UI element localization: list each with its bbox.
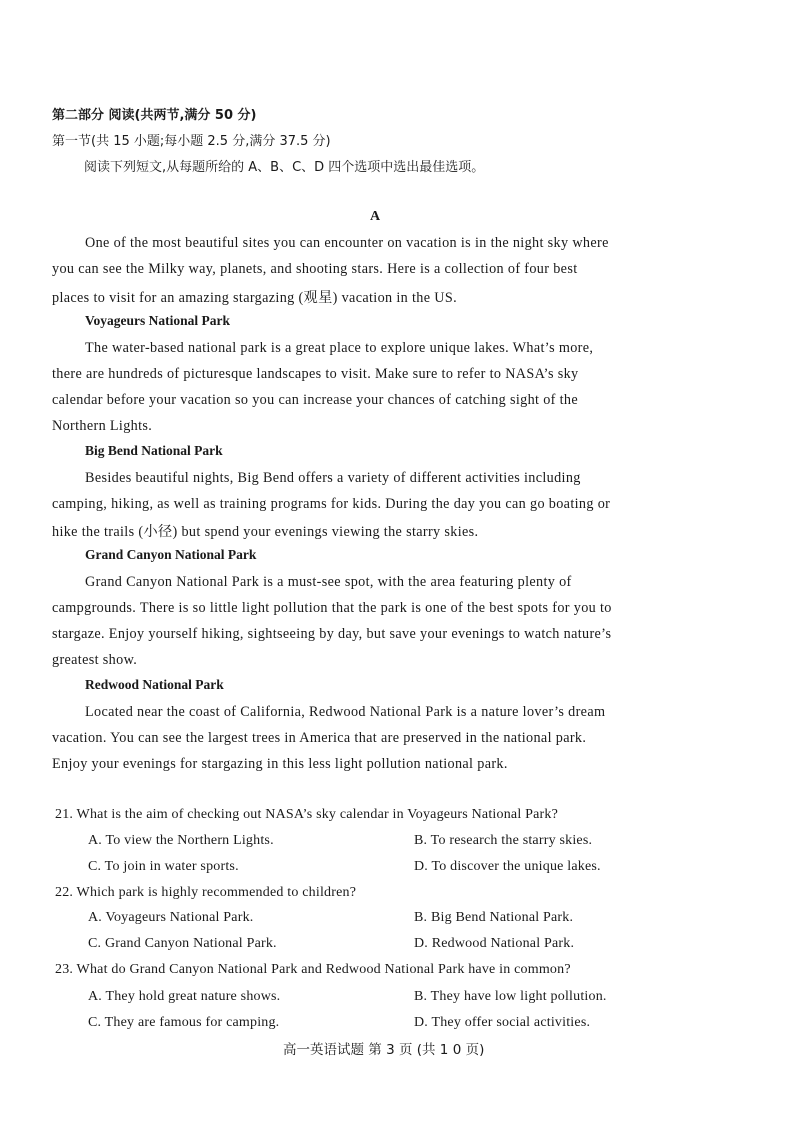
question-stem: 23. What do Grand Canyon National Park and Redwood National Park have in common? [55, 962, 571, 977]
option-d: D. To discover the unique lakes. [414, 859, 601, 874]
page-footer [283, 1038, 484, 1059]
intro-line: One of the most beautiful sites you can encounter on vacation is in the night sky where [85, 235, 609, 251]
page-footer-text: 高一英语试题 第 3 页 (共 1 0 页) [283, 1042, 485, 1058]
park-heading: Grand Canyon National Park [85, 547, 257, 562]
park-text-line: stargaze. Enjoy yourself hiking, sightseeing by day, but save your evenings to watch nature’s [52, 626, 612, 642]
park-text-line: hike the trails (小径) but spend your evenings viewing the starry skies. [52, 524, 479, 540]
section-heading: 第一节(共 15 小题;每小题 2.5 分,满分 37.5 分) [52, 134, 331, 149]
part-heading: 第二部分 阅读(共两节,满分 50 分) [52, 108, 257, 123]
option-d: D. Redwood National Park. [414, 936, 575, 951]
option-b: B. To research the starry skies. [414, 833, 593, 848]
option-a: A. Voyageurs National Park. [88, 910, 254, 925]
option-c: C. Grand Canyon National Park. [88, 936, 277, 951]
option-c: C. To join in water sports. [88, 859, 239, 874]
passage-label: A [370, 209, 381, 224]
park-heading: Redwood National Park [85, 677, 224, 692]
park-text-line: vacation. You can see the largest trees in America that are preserved in the national park. [52, 730, 587, 746]
park-text-line: Grand Canyon National Park is a must-see spot, with the area featuring plenty of [85, 574, 572, 590]
question-stem: 22. Which park is highly recommended to children? [55, 885, 357, 900]
intro-line: places to visit for an amazing stargazing (观星) vacation in the US. [52, 290, 458, 306]
park-text-line: campgrounds. There is so little light pollution that the park is one of the best spots for you to [52, 600, 612, 616]
park-text-line: Located near the coast of California, Redwood National Park is a nature lover’s dream [85, 704, 606, 720]
park-text-line: The water-based national park is a great place to explore unique lakes. What’s more, [85, 340, 594, 356]
option-d: D. They offer social activities. [414, 1015, 591, 1030]
option-c: C. They are famous for camping. [88, 1015, 280, 1030]
intro-line: you can see the Milky way, planets, and shooting stars. Here is a collection of four best [52, 261, 578, 277]
option-b: B. Big Bend National Park. [414, 910, 574, 925]
park-heading: Voyageurs National Park [85, 313, 231, 328]
park-text-line: calendar before your vacation so you can increase your chances of catching sight of the [52, 392, 579, 408]
park-text-line: greatest show. [52, 652, 138, 668]
park-text-line: Enjoy your evenings for stargazing in this less light pollution national park. [52, 756, 508, 772]
option-a: A. They hold great nature shows. [88, 989, 281, 1004]
park-heading: Big Bend National Park [85, 443, 223, 458]
park-text-line: Besides beautiful nights, Big Bend offers a variety of different activities including [85, 470, 581, 486]
instruction-text: 阅读下列短文,从每题所给的 A、B、C、D 四个选项中选出最佳选项。 [84, 160, 485, 175]
park-text-line: Northern Lights. [52, 418, 153, 434]
park-text-line: there are hundreds of picturesque landscapes to visit. Make sure to refer to NASA’s sky [52, 366, 579, 382]
option-b: B. They have low light pollution. [414, 989, 607, 1004]
park-text-line: camping, hiking, as well as training programs for kids. During the day you can go boating or [52, 496, 611, 512]
question-stem: 21. What is the aim of checking out NASA’s sky calendar in Voyageurs National Park? [55, 807, 559, 822]
option-a: A. To view the Northern Lights. [88, 833, 274, 848]
